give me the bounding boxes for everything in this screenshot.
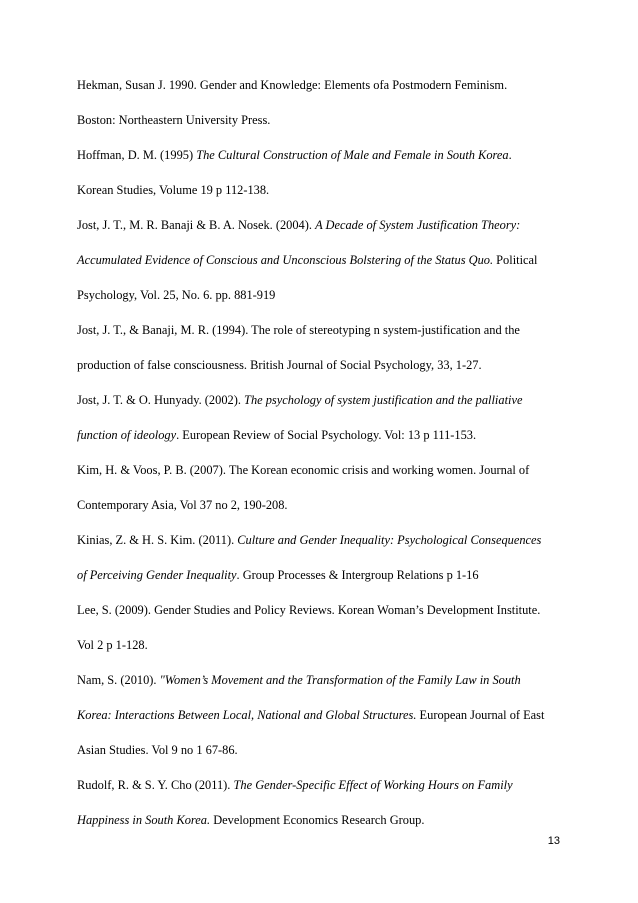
- reference-italic-text: The Gender-Specific Effect of Working Hours on Family: [233, 778, 513, 792]
- reference-entry: [77, 523, 577, 593]
- reference-line: [77, 733, 577, 768]
- reference-text: Jost, J. T., M. R. Banaji & B. A. Nosek. (2004).: [77, 218, 316, 232]
- reference-italic-text: A Decade of System Justification Theory:: [315, 218, 521, 232]
- reference-text: Contemporary Asia, Vol 37 no 2, 190-208.: [77, 498, 288, 512]
- reference-text: Kim, H. & Voos, P. B. (2007). The Korean economic crisis and working women. Journal of: [77, 463, 530, 477]
- reference-line: [77, 418, 577, 453]
- page-number: 13: [547, 835, 560, 847]
- reference-entry: [77, 593, 577, 663]
- reference-italic-text: Culture and Gender Inequality: Psychological Consequences: [237, 533, 542, 547]
- reference-line: [77, 348, 577, 383]
- reference-text: Kinias, Z. & H. S. Kim. (2011).: [77, 533, 238, 547]
- reference-entry: [77, 663, 577, 768]
- reference-text: Nam, S. (2010).: [77, 673, 160, 687]
- reference-line: [77, 138, 577, 173]
- reference-italic-text: Korea: Interactions Between Local, National and Global Structures.: [77, 708, 417, 722]
- reference-entry: [77, 208, 577, 313]
- reference-text: .: [508, 148, 512, 162]
- reference-text: Psychology, Vol. 25, No. 6. pp. 881-919: [77, 288, 276, 302]
- reference-text: Development Economics Research Group.: [210, 813, 425, 827]
- reference-entry: [77, 68, 577, 138]
- reference-text: European Journal of East: [416, 708, 545, 722]
- reference-line: [77, 768, 577, 803]
- reference-line: [77, 523, 577, 558]
- reference-line: [77, 698, 577, 733]
- reference-line: [77, 243, 577, 278]
- reference-text: Lee, S. (2009). Gender Studies and Policy Reviews. Korean Woman’s Development Institute.: [77, 603, 541, 617]
- reference-italic-text: of Perceiving Gender Inequality: [77, 568, 237, 582]
- reference-entry: [77, 313, 577, 383]
- reference-line: [77, 208, 577, 243]
- reference-line: [77, 558, 577, 593]
- reference-text: Korean Studies, Volume 19 p 112-138.: [77, 183, 270, 197]
- reference-line: [77, 383, 577, 418]
- reference-line: [77, 628, 577, 663]
- reference-line: [77, 593, 577, 628]
- reference-line: [77, 803, 577, 838]
- reference-entry: [77, 138, 577, 208]
- reference-text: . European Review of Social Psychology. Vol: 13 p 111-153.: [176, 428, 477, 442]
- reference-text: Jost, J. T., & Banaji, M. R. (1994). The role of stereotyping n system-justification and the: [77, 323, 520, 337]
- reference-line: [77, 103, 577, 138]
- reference-text: Hoffman, D. M. (1995): [77, 148, 197, 162]
- reference-entry: [77, 453, 577, 523]
- reference-text: production of false consciousness. British Journal of Social Psychology, 33, 1-27.: [77, 358, 482, 372]
- reference-text: Asian Studies. Vol 9 no 1 67-86.: [77, 743, 238, 757]
- reference-italic-text: Accumulated Evidence of Conscious and Unconscious Bolstering of the Status Quo.: [77, 253, 494, 267]
- reference-text: . Group Processes & Intergroup Relations p 1-16: [236, 568, 479, 582]
- reference-italic-text: The psychology of system justification and the palliative: [244, 393, 523, 407]
- reference-text: Political: [493, 253, 538, 267]
- reference-line: [77, 663, 577, 698]
- reference-line: [77, 453, 577, 488]
- reference-text: Vol 2 p 1-128.: [77, 638, 148, 652]
- reference-text: Rudolf, R. & S. Y. Cho (2011).: [77, 778, 234, 792]
- reference-italic-text: function of ideology: [77, 428, 177, 442]
- reference-italic-text: Happiness in South Korea.: [77, 813, 211, 827]
- reference-line: [77, 488, 577, 523]
- reference-list: [77, 68, 577, 838]
- reference-text: Hekman, Susan J. 1990. Gender and Knowledge: Elements ofa Postmodern Feminism.: [77, 78, 508, 92]
- reference-line: [77, 313, 577, 348]
- reference-text: Jost, J. T. & O. Hunyady. (2002).: [77, 393, 245, 407]
- reference-entry: [77, 383, 577, 453]
- reference-line: [77, 278, 577, 313]
- reference-line: [77, 173, 577, 208]
- reference-italic-text: "Women’s Movement and the Transformation of the Family Law in South: [159, 673, 521, 687]
- reference-line: [77, 68, 577, 103]
- reference-text: Boston: Northeastern University Press.: [77, 113, 271, 127]
- reference-entry: [77, 768, 577, 838]
- reference-italic-text: The Cultural Construction of Male and Female in South Korea: [196, 148, 509, 162]
